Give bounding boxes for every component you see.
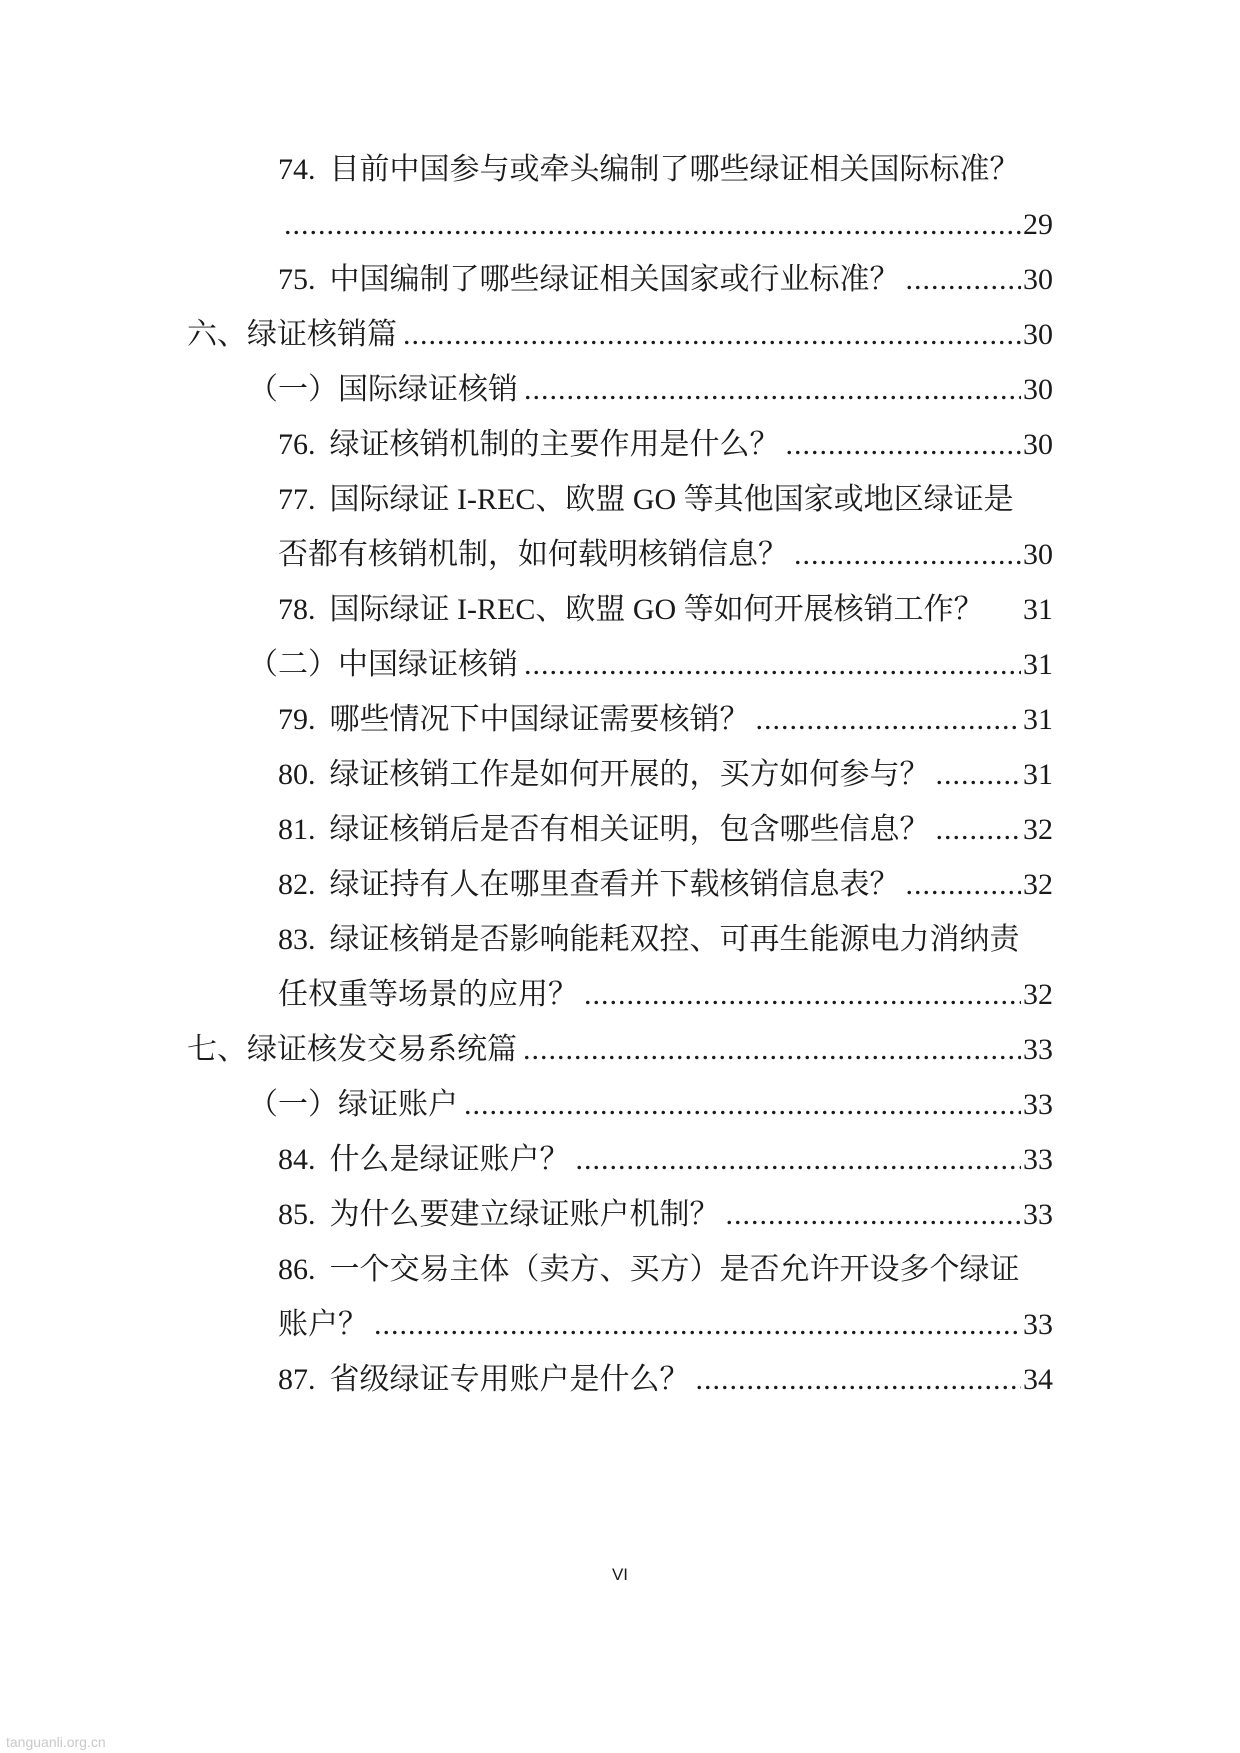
dot-leader — [906, 865, 1022, 905]
toc-entry-title: 省级绿证专用账户是什么？ — [329, 1363, 690, 1396]
dot-leader — [464, 1085, 1021, 1125]
toc-entry-86-continued[interactable] — [278, 1305, 1053, 1345]
toc-entry-page: 31 — [1023, 593, 1053, 626]
dot-leader — [906, 260, 1022, 300]
dot-leader — [794, 535, 1021, 575]
toc-entry-title: 哪些情况下中国绿证需要核销？ — [329, 703, 750, 736]
toc-section-6-1[interactable] — [248, 370, 1053, 410]
toc-entry-title: 绿证核销工作是如何开展的，买方如何参与？ — [329, 758, 930, 791]
toc-entry-80[interactable] — [278, 755, 1053, 795]
toc-entry-85[interactable] — [278, 1195, 1053, 1235]
dot-leader — [696, 1360, 1022, 1400]
toc-section-title: （一）绿证账户 — [248, 1088, 458, 1121]
toc-entry-title: 中国编制了哪些绿证相关国家或行业标准？ — [329, 263, 900, 296]
dot-leader — [403, 315, 1021, 355]
toc-entry-number: 84. — [278, 1143, 316, 1176]
toc-chapter-title: 七、绿证核发交易系统篇 — [187, 1033, 517, 1066]
toc-entry-77[interactable] — [278, 480, 1014, 520]
dot-leader — [284, 205, 1021, 245]
toc-entry-title: 绿证持有人在哪里查看并下载核销信息表？ — [329, 868, 900, 901]
dot-leader — [374, 1305, 1021, 1345]
toc-entry-87[interactable] — [278, 1360, 1053, 1400]
toc-entry-page: 33 — [1023, 1308, 1053, 1341]
toc-entry-75[interactable] — [278, 260, 1053, 300]
toc-entry-page: 30 — [1023, 263, 1053, 296]
dot-leader — [786, 425, 1022, 465]
toc-entry-84[interactable] — [278, 1140, 1053, 1180]
dot-leader — [524, 645, 1021, 685]
toc-entry-title: 一个交易主体（卖方、买方）是否允许开设多个绿证 — [329, 1253, 1020, 1286]
toc-entry-page: 31 — [1023, 648, 1053, 681]
toc-entry-number: 77. — [278, 483, 316, 516]
toc-entry-number: 76. — [278, 428, 316, 461]
toc-section-title: （一）国际绿证核销 — [248, 373, 518, 406]
toc-entry-page: 30 — [1023, 538, 1053, 571]
toc-entry-83[interactable] — [278, 920, 1020, 960]
toc-entry-title: 国际绿证 I-REC、欧盟 GO 等如何开展核销工作？ — [329, 593, 984, 626]
toc-entry-page: 33 — [1023, 1033, 1053, 1066]
toc-entry-number: 82. — [278, 868, 316, 901]
toc-entry-title: 绿证核销机制的主要作用是什么？ — [329, 428, 780, 461]
toc-entry-79[interactable] — [278, 700, 1053, 740]
watermark: tanguanli.org.cn — [6, 1734, 106, 1750]
toc-entry-page: 33 — [1023, 1088, 1053, 1121]
toc-entry-title-cont: 否都有核销机制，如何载明核销信息？ — [278, 538, 788, 571]
toc-entry-78[interactable] — [278, 590, 1053, 630]
toc-entry-title-cont: 账户？ — [278, 1308, 368, 1341]
toc-entry-page: 32 — [1023, 868, 1053, 901]
toc-entry-86[interactable] — [278, 1250, 1020, 1290]
toc-entry-page: 29 — [1023, 208, 1053, 241]
toc-entry-number: 80. — [278, 758, 316, 791]
toc-entry-title: 目前中国参与或牵头编制了哪些绿证相关国际标准？ — [329, 153, 1020, 186]
toc-section-6-2[interactable] — [248, 645, 1053, 685]
toc-entry-page: 31 — [1023, 758, 1053, 791]
toc-entry-title: 绿证核销后是否有相关证明，包含哪些信息？ — [329, 813, 930, 846]
toc-entry-number: 83. — [278, 923, 316, 956]
toc-entry-number: 87. — [278, 1363, 316, 1396]
dot-leader — [523, 1030, 1021, 1070]
dot-leader — [524, 370, 1021, 410]
toc-entry-title: 为什么要建立绿证账户机制？ — [329, 1198, 720, 1231]
toc-entry-82[interactable] — [278, 865, 1053, 905]
toc-entry-page: 33 — [1023, 1198, 1053, 1231]
toc-section-7-1[interactable] — [248, 1085, 1053, 1125]
toc-chapter-title: 六、绿证核销篇 — [187, 318, 397, 351]
toc-entry-74[interactable] — [278, 150, 1020, 190]
toc-chapter-7[interactable] — [187, 1030, 1053, 1070]
dot-leader — [726, 1195, 1022, 1235]
toc-entry-title-cont: 任权重等场景的应用？ — [278, 978, 578, 1011]
toc-entry-74-continued[interactable] — [278, 205, 1053, 245]
toc-entry-page: 33 — [1023, 1143, 1053, 1176]
toc-entry-number: 85. — [278, 1198, 316, 1231]
dot-leader — [576, 1140, 1022, 1180]
toc-entry-page: 31 — [1023, 703, 1053, 736]
toc-section-title: （二）中国绿证核销 — [248, 648, 518, 681]
toc-entry-83-continued[interactable] — [278, 975, 1053, 1015]
toc-entry-page: 30 — [1023, 428, 1053, 461]
toc-chapter-6[interactable] — [187, 315, 1053, 355]
toc-entry-number: 79. — [278, 703, 316, 736]
toc-entry-number: 78. — [278, 593, 316, 626]
toc-entry-page: 32 — [1023, 813, 1053, 846]
toc-entry-title: 什么是绿证账户？ — [329, 1143, 570, 1176]
toc-entry-page: 34 — [1023, 1363, 1053, 1396]
page-number: VI — [611, 1565, 629, 1584]
toc-entry-81[interactable] — [278, 810, 1053, 850]
toc-entry-number: 81. — [278, 813, 316, 846]
toc-entry-title: 绿证核销是否影响能耗双控、可再生能源电力消纳责 — [329, 923, 1020, 956]
toc-entry-number: 75. — [278, 263, 316, 296]
toc-entry-number: 74. — [278, 153, 316, 186]
dot-leader — [936, 755, 1022, 795]
toc-entry-77-continued[interactable] — [278, 535, 1053, 575]
dot-leader — [584, 975, 1021, 1015]
toc-entry-page: 30 — [1023, 373, 1053, 406]
toc-entry-page: 32 — [1023, 978, 1053, 1011]
toc-entry-number: 86. — [278, 1253, 316, 1286]
toc-entry-76[interactable] — [278, 425, 1053, 465]
dot-leader — [936, 810, 1022, 850]
toc-entry-title: 国际绿证 I-REC、欧盟 GO 等其他国家或地区绿证是 — [329, 483, 1014, 516]
toc-entry-page: 30 — [1023, 318, 1053, 351]
dot-leader — [756, 700, 1022, 740]
